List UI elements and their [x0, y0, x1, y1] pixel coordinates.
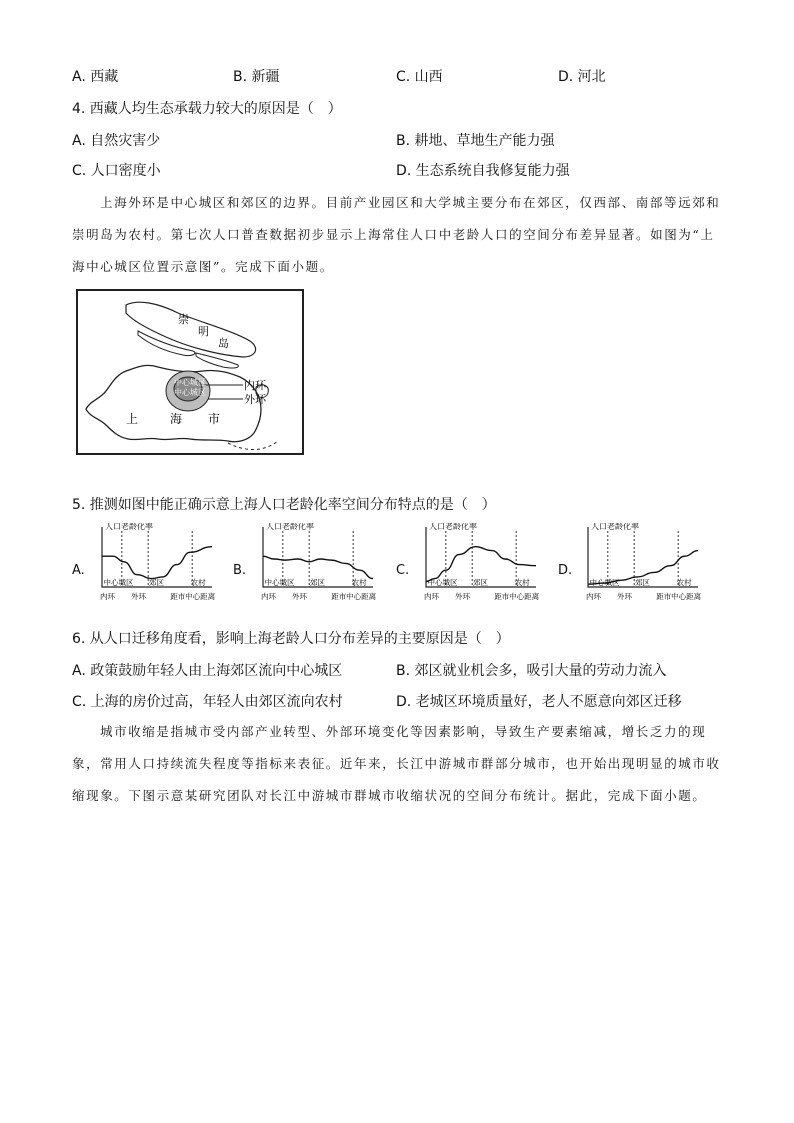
q6-option-b: B. 郊区就业机会多，吸引大量的劳动力流入	[396, 663, 667, 679]
q6-option-c: C. 上海的房价过高，年轻人由郊区流向农村	[72, 694, 343, 710]
island-label-1: 崇	[178, 313, 189, 326]
q3-option-a: A. 西藏	[72, 69, 119, 85]
graph-axis-label-2: 距市中心距离	[656, 592, 702, 601]
q4-option-d: D. 生态系统自我修复能力强	[396, 163, 570, 179]
center-label-1: 中心城区	[174, 378, 206, 387]
q4-option-c: C. 人口密度小	[72, 163, 161, 179]
graph-axis-label-1: 外环	[292, 592, 307, 601]
graph-axis-label-0: 内环	[100, 592, 115, 601]
q4-option-b: B. 耕地、草地生产能力强	[396, 133, 555, 149]
graph-ylabel: 人口老龄化率	[591, 523, 639, 531]
q5-graph-letter-0: A.	[72, 563, 85, 578]
graph-zone-label-2: 农村	[676, 578, 692, 587]
island-label-2: 明	[198, 325, 209, 338]
q4-stem: 4. 西藏人均生态承载力较大的原因是（ ）	[72, 101, 342, 117]
graph-zone-label-0: 中心城区	[103, 578, 134, 587]
graph-ylabel: 人口老龄化率	[105, 523, 153, 531]
center-label-2: 中心城区	[174, 388, 206, 397]
graph-zone-label-2: 农村	[351, 578, 367, 587]
q4-option-a: A. 自然灾害少	[72, 133, 161, 149]
city-label-2: 海	[170, 412, 183, 426]
passage-shanghai: 上海外环是中心城区和郊区的边界。目前产业园区和大学城主要分布在郊区，仅西部、南部等远郊和崇明岛为农村。第七次人口普查数据初步显示上海常住人口中老龄人口的空间分布差异显著。如图为“上海中心城区位置示意图”。完成下面小题。	[72, 195, 721, 274]
q5-graph-2	[396, 523, 546, 615]
aging-rate-curve	[102, 547, 212, 579]
q5-graph-0	[72, 523, 222, 615]
graph-zone-label-2: 农村	[514, 578, 530, 587]
chongming-island-outline	[126, 302, 256, 357]
graph-axis-label-2: 距市中心距离	[170, 592, 216, 601]
graph-zone-label-1: 郊区	[473, 578, 488, 587]
city-label-1: 上	[126, 412, 139, 426]
island-label-3: 岛	[218, 337, 229, 350]
graph-axis-label-1: 外环	[617, 592, 632, 601]
aging-rate-curve	[426, 547, 536, 582]
q3-option-d: D. 河北	[558, 69, 606, 85]
q6-option-d: D. 老城区环境质量好，老人不愿意向郊区迁移	[396, 694, 682, 710]
graph-axis-label-0: 内环	[261, 592, 276, 601]
q5-graph-letter-2: C.	[396, 563, 410, 578]
q5-graph-letter-3: D.	[558, 563, 573, 578]
graph-axis-label-2: 距市中心距离	[494, 592, 540, 601]
q3-option-b: B. 新疆	[233, 69, 280, 85]
q6-stem: 6. 从人口迁移角度看，影响上海老龄人口分布差异的主要原因是（ ）	[72, 631, 510, 647]
q5-stem: 5. 推测如图中能正确示意上海人口老龄化率空间分布特点的是（ ）	[72, 497, 496, 513]
graph-zone-label-0: 中心城区	[264, 578, 295, 587]
graph-zone-label-0: 中心城区	[427, 578, 458, 587]
graph-axis-label-2: 距市中心距离	[331, 592, 377, 601]
graph-ylabel: 人口老龄化率	[429, 523, 477, 531]
q5-graph-3	[558, 523, 708, 615]
passage-urban-shrinkage: 城市收缩是指城市受内部产业转型、外部环境变化等因素影响，导致生产要素缩减，增长乏力的现象，常用人口持续流失程度等指标来表征。近年来，长江中游城市群部分城市，也开始出现明显的城市收缩现象。下图示意某研究团队对长江中游城市群城市收缩状况的空间分布统计。据此，完成下面小题。	[72, 724, 721, 803]
graph-zone-label-2: 农村	[190, 578, 206, 587]
graph-axis-label-1: 外环	[131, 592, 146, 601]
graph-axis-label-0: 内环	[586, 592, 601, 601]
graph-axis-label-1: 外环	[455, 592, 470, 601]
q5-graph-letter-1: B.	[233, 563, 247, 578]
q6-option-a: A. 政策鼓励年轻人由上海郊区流向中心城区	[72, 663, 343, 679]
shanghai-map-drawing	[78, 291, 302, 453]
small-island-1	[138, 331, 195, 356]
aging-rate-curve	[263, 556, 373, 578]
graph-zone-label-1: 郊区	[149, 578, 164, 587]
graph-zone-label-1: 郊区	[310, 578, 325, 587]
inner-ring-label: 内环	[244, 379, 266, 392]
q5-graph-1	[233, 523, 383, 615]
city-label-3: 市	[208, 412, 221, 426]
graph-zone-label-0: 中心城区	[589, 578, 620, 587]
graph-axis-label-0: 内环	[424, 592, 439, 601]
graph-zone-label-1: 郊区	[635, 578, 650, 587]
shanghai-map	[76, 289, 304, 455]
q3-option-c: C. 山西	[396, 69, 443, 85]
graph-ylabel: 人口老龄化率	[266, 523, 314, 531]
outer-ring-label: 外环	[244, 393, 266, 406]
